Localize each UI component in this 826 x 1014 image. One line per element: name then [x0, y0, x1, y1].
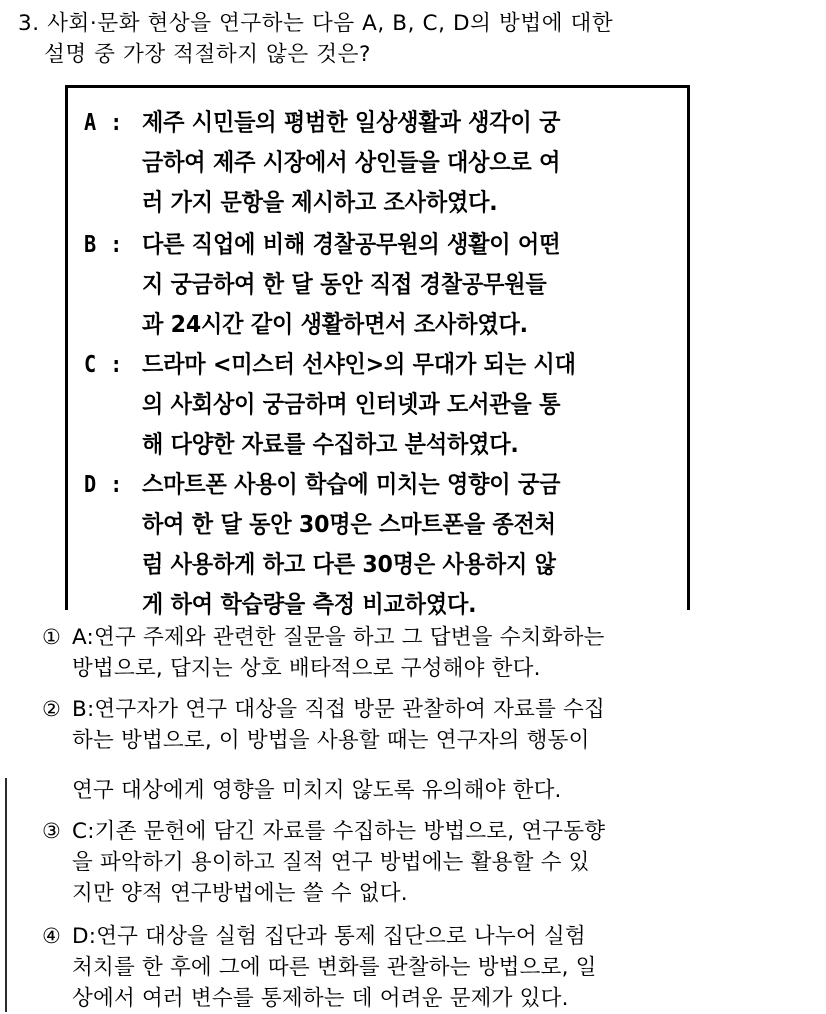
stimulus-item-a-row-1 [84, 102, 687, 142]
stimulus-item-a-line-3: 러 가지 문항을 제시하고 조사하였다. [142, 188, 498, 216]
answer-choice-4-line-2: 처치를 한 후에 그에 따른 변화를 관찰하는 방법으로, 일 [72, 955, 597, 980]
stimulus-item-a-label: A : [84, 110, 124, 136]
stimulus-item-a-row-3 [84, 182, 687, 222]
answer-choice-2-line-3: 연구 대상에게 영향을 미치지 않도록 유의해야 한다. [72, 778, 562, 803]
stimulus-item-d-line-3: 럼 사용하게 하고 다른 30명은 사용하지 않 [142, 550, 556, 578]
answer-choice-list [42, 622, 826, 1014]
stimulus-item-d-label: D : [84, 472, 124, 498]
stimulus-item-a-row-2 [84, 142, 687, 182]
answer-choice-2-marker: ② [42, 697, 61, 721]
answer-choice-1-line-1: A:연구 주제와 관련한 질문을 하고 그 답변을 수치화하는 [72, 625, 605, 650]
stimulus-box [65, 85, 690, 618]
answer-choice-3[interactable] [42, 816, 826, 909]
stimulus-item-a-line-2: 금하여 제주 시장에서 상인들을 대상으로 여 [142, 148, 561, 176]
answer-choice-1[interactable] [42, 622, 826, 684]
stimulus-item-d [68, 464, 687, 624]
answer-choice-3-line-1: C:기존 문헌에 담긴 자료를 수집하는 방법으로, 연구동향 [72, 819, 606, 844]
stimulus-item-c-label: C : [84, 352, 124, 378]
stimulus-item-b-row-3 [84, 304, 687, 344]
stimulus-item-b-label: B : [84, 232, 124, 258]
stimulus-item-b-line-1: 다른 직업에 비해 경찰공무원의 생활이 어떤 [142, 230, 561, 258]
question-stem [18, 8, 808, 70]
stimulus-item-c-row-1 [84, 344, 687, 384]
answer-choice-2-line-2: 하는 방법으로, 이 방법을 사용할 때는 연구자의 행동이 [72, 728, 590, 753]
stimulus-item-b [68, 224, 687, 344]
answer-choice-4[interactable] [42, 921, 826, 1014]
answer-choice-3-line-3: 지만 양적 연구방법에는 쓸 수 없다. [72, 881, 408, 906]
answer-choice-3-line-2: 을 파악하기 용이하고 질적 연구 방법에는 활용할 수 있 [72, 850, 590, 875]
stimulus-item-d-line-2: 하여 한 달 동안 30명은 스마트폰을 종전처 [142, 510, 556, 538]
question-stem-line-2: 설명 중 가장 적절하지 않은 것은? [44, 42, 371, 67]
stimulus-item-d-row-2 [84, 504, 687, 544]
answer-choice-2-line-1: B:연구자가 연구 대상을 직접 방문 관찰하여 자료를 수집 [72, 697, 605, 722]
stimulus-item-d-line-1: 스마트폰 사용이 학습에 미치는 영향이 궁금 [142, 470, 561, 498]
answer-choice-4-line-3: 상에서 여러 변수를 통제하는 데 어려운 문제가 있다. [72, 986, 569, 1011]
stimulus-item-d-row-3 [84, 544, 687, 584]
answer-choice-4-marker: ④ [42, 924, 61, 948]
answer-choice-2-body [72, 694, 826, 806]
answer-choice-4-line-1: D:연구 대상을 실험 집단과 통제 집단으로 나누어 실험 [72, 924, 586, 949]
stimulus-item-b-row-2 [84, 264, 687, 304]
stimulus-item-b-row-1 [84, 224, 687, 264]
answer-choice-3-marker: ③ [42, 819, 61, 843]
stimulus-item-a [68, 102, 687, 222]
stimulus-item-a-line-1: 제주 시민들의 평범한 일상생활과 생각이 궁 [142, 108, 561, 136]
stimulus-item-b-line-2: 지 궁금하여 한 달 동안 직접 경찰공무원들 [142, 270, 547, 298]
stimulus-item-c-row-3 [84, 424, 687, 464]
stimulus-item-c [68, 344, 687, 464]
stimulus-item-d-row-1 [84, 464, 687, 504]
answer-choice-1-body [72, 622, 826, 684]
stimulus-item-d-row-4 [84, 584, 687, 624]
answer-choice-1-line-2: 방법으로, 답지는 상호 배타적으로 구성해야 한다. [72, 656, 541, 681]
answer-choice-4-body [72, 921, 826, 1014]
answer-choice-3-body [72, 816, 826, 909]
stimulus-item-c-line-2: 의 사회상이 궁금하며 인터넷과 도서관을 통 [142, 390, 561, 418]
stimulus-item-c-line-1: 드라마 <미스터 선샤인>의 무대가 되는 시대 [142, 350, 576, 378]
stimulus-item-c-row-2 [84, 384, 687, 424]
question-stem-line-1: 3. 사회·문화 현상을 연구하는 다음 A, B, C, D의 방법에 대한 [18, 11, 614, 36]
answer-choice-1-marker: ① [42, 625, 61, 649]
stimulus-item-c-line-3: 해 다양한 자료를 수집하고 분석하였다. [142, 430, 519, 458]
stimulus-item-d-line-4: 게 하여 학습량을 측정 비교하였다. [142, 590, 477, 618]
page-edge-artifact-line [5, 778, 7, 1012]
stimulus-item-b-line-3: 과 24시간 같이 생활하면서 조사하였다. [142, 310, 528, 338]
answer-choice-2[interactable] [42, 694, 826, 806]
